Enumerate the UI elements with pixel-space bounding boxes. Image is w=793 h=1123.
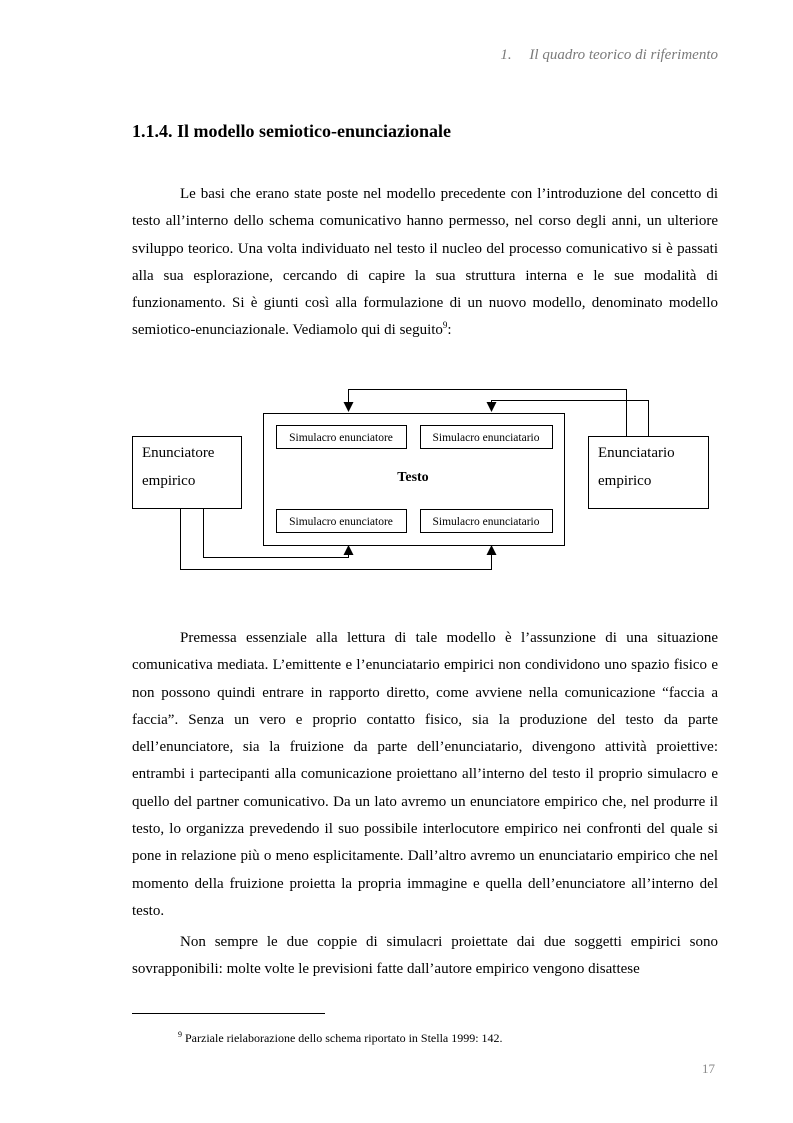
paragraph-premise: Premessa essenziale alla lettura di tale modello è l’assunzione di una situazione comunicativa mediata. L’emittente e l’enunciatario empirici non condividono uno spazio fisico e non possono quindi entrare in rapporto diretto, come avviene nella comunicazione “faccia a faccia”. Senza un vero e proprio contatto fisico, sia la produzione del testo da parte dell’enunciatore, sia la fruizione da parte dell’enunciatario, divengono attività proiettive: entrambi i partecipanti alla comunicazione proiettano all’interno del testo il proprio simulacro e quello del partner comunicativo. Da un lato avremo un enunciatore empirico che, nel produrre il testo, lo organizza prevedendo il suo possibile interlocutore empirico nei confronti del quale si pone in relazione più o meno esplicitamente. Dall’altro avremo un enunciatario empirico che nel momento della fruizione proietta la propria immagine e quella dell’enunciatore all’interno del testo. bbox=[132, 630, 718, 919]
receiver-label-line1: Enunciatario bbox=[598, 445, 675, 461]
footnote-number: 9 bbox=[178, 1030, 182, 1039]
chapter-title: Il quadro teorico di riferimento bbox=[529, 47, 718, 63]
running-header bbox=[500, 47, 718, 64]
simulacrum-label-top-right: Simulacro enunciatario bbox=[432, 432, 540, 444]
semiotic-model-diagram bbox=[0, 378, 793, 578]
arrow-receiver-to-sender-simulacrum bbox=[349, 390, 627, 437]
text-label: Testo bbox=[397, 470, 429, 485]
simulacrum-label-bottom-left: Simulacro enunciatore bbox=[289, 516, 393, 528]
footnote bbox=[178, 1030, 503, 1046]
paragraph-intro-text: Le basi che erano state poste nel modello precedente con l’introduzione del concetto di testo all’interno dello schema comunicativo hanno permesso, nel corso degli anni, un ulteriore sviluppo teorico. Una volta individuato nel testo il nucleo del processo comunicativo si è passati alla sua esplorazione, cercando di capire la sua struttura interna e le sue modalità di funzionamento. Si è giunti così alla formulazione di un nuovo modello, denominato modello semiotico-enunciazionale. Vediamolo qui di seguito bbox=[132, 186, 718, 339]
paragraph-intro bbox=[132, 181, 718, 345]
paragraph-simulacra: Non sempre le due coppie di simulacri proiettate dai due soggetti empirici sono sovrapponibili: molte volte le previsioni fatte dall’autore empirico vengono disattese bbox=[132, 934, 718, 978]
footnote-text: Parziale rielaborazione dello schema riportato in Stella 1999: 142. bbox=[185, 1031, 503, 1045]
arrow-receiver-to-receiver-simulacrum bbox=[492, 401, 649, 437]
footnote-reference[interactable]: 9 bbox=[442, 320, 448, 331]
sender-label-line2: empirico bbox=[142, 473, 196, 489]
simulacrum-label-bottom-right: Simulacro enunciatario bbox=[432, 516, 540, 528]
receiver-label-line2: empirico bbox=[598, 473, 652, 489]
page-number: 17 bbox=[702, 1061, 715, 1076]
simulacrum-label-top-left: Simulacro enunciatore bbox=[289, 432, 393, 444]
sender-label-line1: Enunciatore bbox=[142, 445, 215, 461]
paragraph-intro-end: : bbox=[447, 322, 452, 339]
section-title: 1.1.4. Il modello semiotico-enunciazionale bbox=[132, 121, 451, 141]
chapter-number: 1. bbox=[500, 47, 512, 63]
footnote-separator bbox=[132, 1013, 325, 1014]
